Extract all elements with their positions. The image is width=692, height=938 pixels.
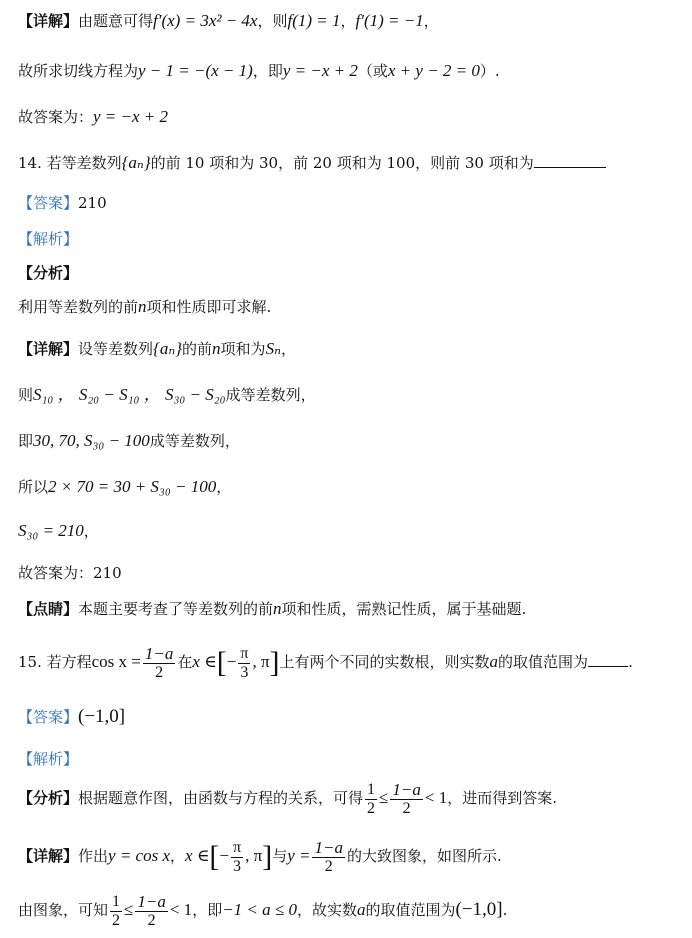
text: ， [170, 847, 186, 865]
text: 的取值范围为 [365, 901, 456, 919]
detail-tag: 【详解】 [18, 340, 79, 358]
fraction-numerator: 1−a [392, 779, 421, 799]
text: 15. 若方程 [18, 653, 92, 671]
math: S₁₀ ， S₂₀ − S₁₀ ， S₃₀ − S₂₀ [33, 385, 226, 404]
fraction-numerator: 1−a [137, 891, 166, 911]
bracket: ] [262, 840, 273, 873]
q14-detail-1 [18, 338, 296, 360]
fraction [135, 893, 167, 930]
fraction [312, 839, 344, 876]
analysis-tag: 【解析】 [18, 230, 79, 248]
text: ，进而得到答案. [447, 789, 557, 807]
q14-fenxi [18, 296, 271, 318]
text: 根据题意作图，由函数与方程的关系，可得 [78, 789, 364, 807]
detail-tag: 【详解】 [18, 847, 79, 865]
math: y = −x + 2 [282, 61, 358, 80]
math: n [273, 599, 282, 618]
fraction-denominator: 2 [402, 799, 411, 817]
text: 由图象，可知 [18, 901, 109, 919]
math: x + y − 2 = 0 [387, 61, 480, 80]
text: ， [423, 12, 439, 30]
q14-detail-4 [18, 476, 231, 498]
fraction-numerator: π [233, 838, 242, 856]
math: n [212, 339, 221, 358]
math: ≤ [124, 900, 134, 919]
text: 则 [18, 386, 34, 404]
text: ， [83, 522, 99, 540]
q14-answer [18, 192, 107, 214]
detail-line-1 [18, 10, 439, 32]
analysis-tag: 【解析】 [18, 750, 79, 768]
bracket: [ [216, 646, 227, 679]
text: 的大致图象，如图所示. [346, 847, 502, 865]
q15-answer [18, 706, 125, 728]
bracket: ] [269, 646, 280, 679]
fraction-denominator: 3 [240, 663, 249, 681]
math: cos x = [91, 652, 141, 671]
detail-line-2 [18, 60, 500, 82]
fraction-denominator: 2 [367, 799, 376, 817]
fraction [231, 839, 243, 876]
text: 项和性质，需熟记性质，属于基础题. [281, 600, 527, 618]
text: 项和为 [220, 340, 266, 358]
text: 成等差数列， [149, 432, 240, 450]
fraction-denominator: 2 [324, 857, 333, 875]
text: . [502, 901, 508, 919]
fenxi-tag: 【分析】 [18, 264, 79, 282]
math: 30, 70, S₃₀ − 100 [33, 431, 150, 450]
math: −1 < a ≤ 0 [222, 900, 297, 919]
text: 本题主要考查了等差数列的前 [78, 600, 274, 618]
text: 利用等差数列的前 [18, 298, 139, 316]
fraction-numerator: 1−a [314, 837, 343, 857]
math: − [219, 846, 230, 865]
fraction [365, 781, 377, 818]
text: 上有两个不同的实数根，则实数 [279, 653, 490, 671]
text: ，故实数 [296, 901, 357, 919]
math: {aₙ} [153, 339, 183, 358]
text: 210 [93, 564, 122, 582]
fraction [390, 781, 422, 818]
text: 14. 若等差数列 [18, 154, 122, 172]
text: 故答案为： [18, 564, 94, 582]
q15-analysis [18, 748, 78, 770]
math: ≤ [379, 788, 389, 807]
text: 的前 10 项和为 30，前 20 项和为 100，则前 30 项和为 [150, 154, 534, 172]
q14-analysis [18, 228, 78, 250]
text: 作出 [78, 847, 109, 865]
q14-detail-3 [18, 430, 240, 452]
math: S₃₀ = 210 [18, 521, 84, 540]
fenxi-tag: 【分析】 [18, 789, 79, 807]
q14-dianjing [18, 598, 526, 620]
math: y = cos x [108, 846, 171, 865]
math: < 1 [424, 788, 448, 807]
text: 成等差数列， [225, 386, 316, 404]
answer-blank [588, 652, 628, 667]
detail-tag: 【详解】 [18, 12, 79, 30]
math: , π [245, 846, 263, 865]
text: （或 [357, 62, 388, 80]
fraction [143, 645, 175, 682]
text: ，即 [192, 901, 223, 919]
q14-detail-2 [18, 384, 316, 406]
text: 在 [177, 653, 193, 671]
fraction-numerator: π [240, 644, 249, 662]
q14-detail-6 [18, 562, 122, 584]
text: . [628, 653, 633, 671]
q14-detail-5 [18, 520, 99, 542]
math: x ∈ [185, 846, 210, 865]
math: y = −x + 2 [93, 107, 169, 126]
math: a [357, 900, 366, 919]
fraction [110, 893, 122, 930]
bracket: [ [209, 840, 220, 873]
text: 故所求切线方程为 [18, 62, 139, 80]
fraction-numerator: 1 [367, 780, 376, 798]
answer-value: 210 [78, 194, 107, 212]
answer-value: (−1,0] [78, 706, 126, 727]
math: , π [252, 652, 270, 671]
text: 的前 [182, 340, 213, 358]
text: ，即 [252, 62, 283, 80]
math: < 1 [169, 900, 193, 919]
fraction-denominator: 3 [233, 857, 242, 875]
fraction-numerator: 1−a [144, 643, 174, 663]
answer-tag: 【答案】 [18, 194, 79, 212]
text: 的取值范围为 [498, 653, 589, 671]
math: y − 1 = −(x − 1) [138, 61, 253, 80]
q15-stem [18, 640, 633, 684]
math: 2 × 70 = 30 + S₃₀ − 100 [48, 477, 217, 496]
text: ， [280, 340, 296, 358]
text: 即 [18, 432, 34, 450]
text: 项和性质即可求解. [146, 298, 272, 316]
q15-detail [18, 834, 502, 878]
math: a [489, 652, 499, 671]
math: f′(1) = −1 [355, 11, 424, 30]
text: 与 [272, 847, 288, 865]
text: 所以 [18, 478, 49, 496]
math: y = [287, 846, 311, 865]
text: 故答案为： [18, 108, 94, 126]
fraction [238, 645, 250, 682]
math: n [138, 297, 147, 316]
q14-fenxi-tag [18, 262, 78, 284]
math: Sₙ [265, 339, 281, 358]
q14-stem [18, 152, 606, 174]
answer-blank [534, 153, 606, 168]
fraction-denominator: 2 [155, 663, 164, 681]
q15-fenxi [18, 776, 557, 820]
text: ）. [479, 62, 500, 80]
text: ， [216, 478, 232, 496]
math: {aₙ} [121, 153, 151, 172]
text: 设等差数列 [78, 340, 154, 358]
fraction-numerator: 1 [112, 892, 121, 910]
text: ，则 [257, 12, 288, 30]
answer-tag: 【答案】 [18, 708, 79, 726]
math: x ∈ [192, 652, 217, 671]
math: (−1,0] [455, 899, 503, 920]
math: − [226, 652, 237, 671]
math: f(1) = 1 [287, 11, 341, 30]
fraction-denominator: 2 [112, 911, 121, 929]
answer-line-prev [18, 106, 168, 128]
dianjing-tag: 【点睛】 [18, 600, 79, 618]
math: f′(x) = 3x² − 4x [153, 11, 258, 30]
fraction-denominator: 2 [147, 911, 156, 929]
text: ， [340, 12, 356, 30]
text: 由题意可得 [78, 12, 154, 30]
q15-conclusion [18, 888, 507, 932]
